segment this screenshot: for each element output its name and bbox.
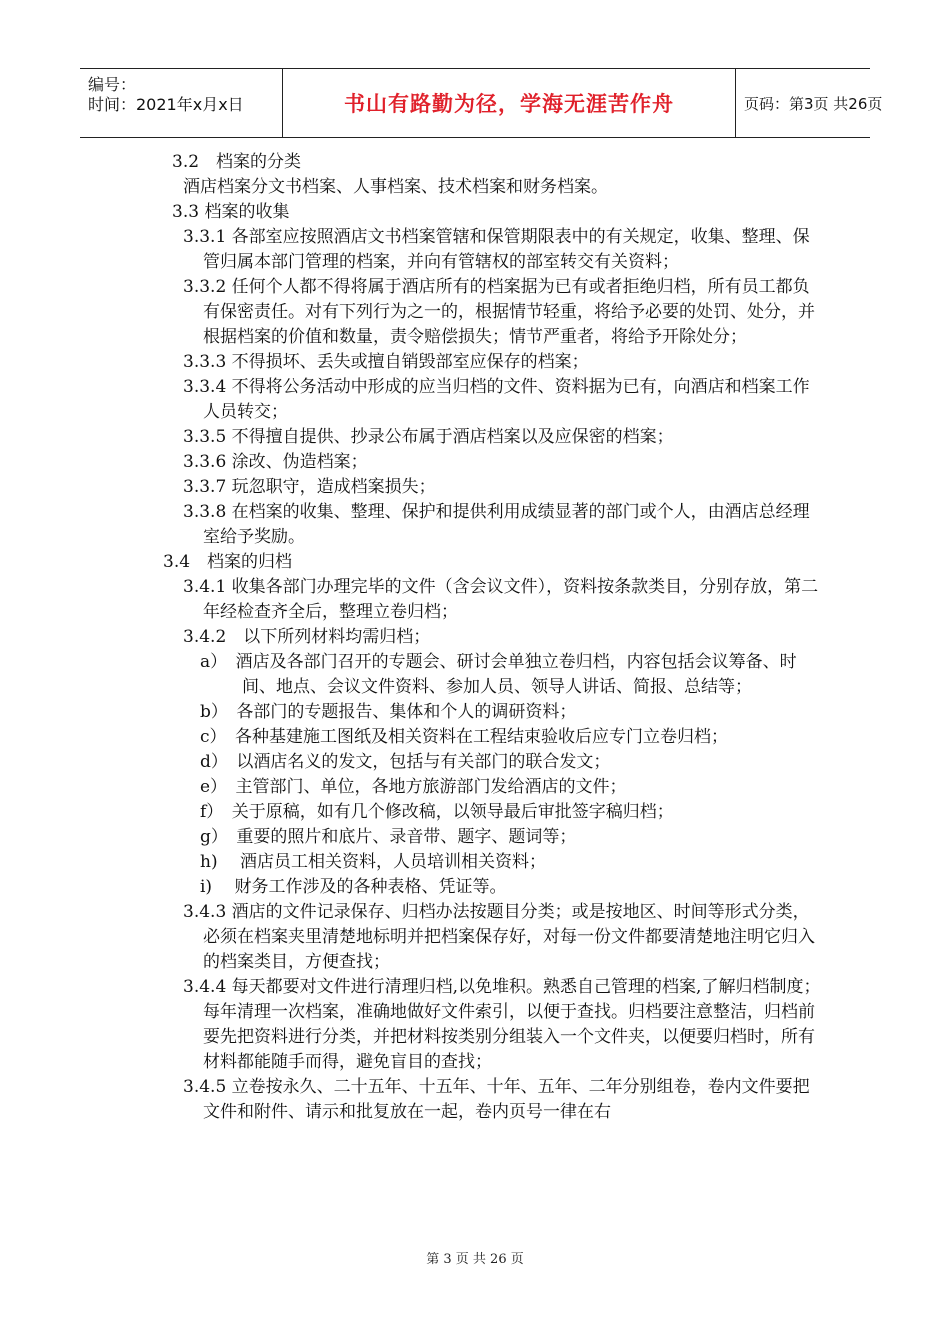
header-motto-cell [282,69,736,137]
header-page-info: 页码：第3页 共26页 [744,94,883,113]
list-item: f） 关于原稿，如有几个修改稿，以领导最后审批签字稿归档； [200,802,674,822]
paragraph: 酒店档案分文书档案、人事档案、技术档案和财务档案。 [183,177,608,197]
list-item: h) 酒店员工相关资料，人员培训相关资料； [200,852,546,872]
document-body [0,150,950,1125]
clause: 3.3.6 涂改、伪造档案； [183,452,368,472]
header-meta [80,69,282,137]
clause: 3.3.1 各部室应按照酒店文书档案管辖和保管期限表中的有关规定，收集、整理、保管归属本部门管理的档案，并向有管辖权的部室转交有关资料； [183,227,810,272]
clause: 3.3.4 不得将公务活动中形成的应当归档的文件、资料据为已有，向酒店和档案工作人员转交； [183,377,810,422]
list-item: d） 以酒店名义的发文，包括与有关部门的联合发文； [200,752,611,772]
clause: 3.4.5 立卷按永久、二十五年、十五年、十年、五年、二年分别组卷，卷内文件要把文件和附件、请示和批复放在一起，卷内页号一律在右 [183,1077,810,1122]
section-heading: 3.4 档案的归档 [163,552,293,572]
clause: 3.3.2 任何个人都不得将属于酒店所有的档案据为已有或者拒绝归档，所有员工都负有保密责任。对有下列行为之一的，根据情节轻重，将给予必要的处罚、处分，并根据档案的价值和数量，责令赔偿损失；情节严重者，将给予开除处分； [183,277,815,347]
list-item: c） 各种基建施工图纸及相关资料在工程结束验收后应专门立卷归档； [200,727,729,747]
clause: 3.4.2 以下所列材料均需归档； [183,627,431,647]
clause: 3.3.5 不得擅自提供、抄录公布属于酒店档案以及应保密的档案； [183,427,674,447]
page-header [80,68,883,138]
clause: 3.3.7 玩忽职守，造成档案损失； [183,477,436,497]
list-item: a） 酒店及各部门召开的专题会、研讨会单独立卷归档，内容包括会议筹备、时间、地点、会议文件资料、参加人员、领导人讲话、简报、总结等； [200,652,797,697]
section-heading: 3.2 档案的分类 [172,152,302,172]
section-heading: 3.3 档案的收集 [172,202,290,222]
clause: 3.3.8 在档案的收集、整理、保护和提供利用成绩显著的部门或个人，由酒店总经理室给予奖励。 [183,502,810,547]
list-item: i) 财务工作涉及的各种表格、凭证等。 [200,877,507,897]
date-line: 时间：2021年x月x日 [88,95,244,114]
clause: 3.4.3 酒店的文件记录保存、归档办法按题目分类；或是按地区、时间等形式分类，必须在档案夹里清楚地标明并把档案保存好，对每一份文件都要清楚地注明它归入的档案类目，方便查找； [183,902,815,972]
clause: 3.4.1 收集各部门办理完毕的文件（含会议文件），资料按条款类目，分别存放，第二年经检查齐全后，整理立卷归档； [183,577,819,622]
list-item: e） 主管部门、单位，各地方旅游部门发给酒店的文件； [200,777,627,797]
list-item: g） 重要的照片和底片、录音带、题字、题词等； [200,827,577,847]
clause: 3.4.4 每天都要对文件进行清理归档,以免堆积。熟悉自己管理的档案,了解归档制度；每年清理一次档案，准确地做好文件索引，以便于查找。归档要注意整洁，归档前要先把资料进行分类，并把材料按类别分组装入一个文件夹，以便要归档时，所有材料都能随手而得，避免盲目的查找； [183,977,821,1072]
list-item: b） 各部门的专题报告、集体和个人的调研资料； [200,702,577,722]
serial-number-label: 编号： [88,75,137,94]
header-motto: 书山有路勤为径，学海无涯苦作舟 [344,92,674,116]
clause: 3.3.3 不得损坏、丢失或擅自销毁部室应保存的档案； [183,352,589,372]
page-footer: 第 3 页 共 26 页 [426,1252,524,1267]
